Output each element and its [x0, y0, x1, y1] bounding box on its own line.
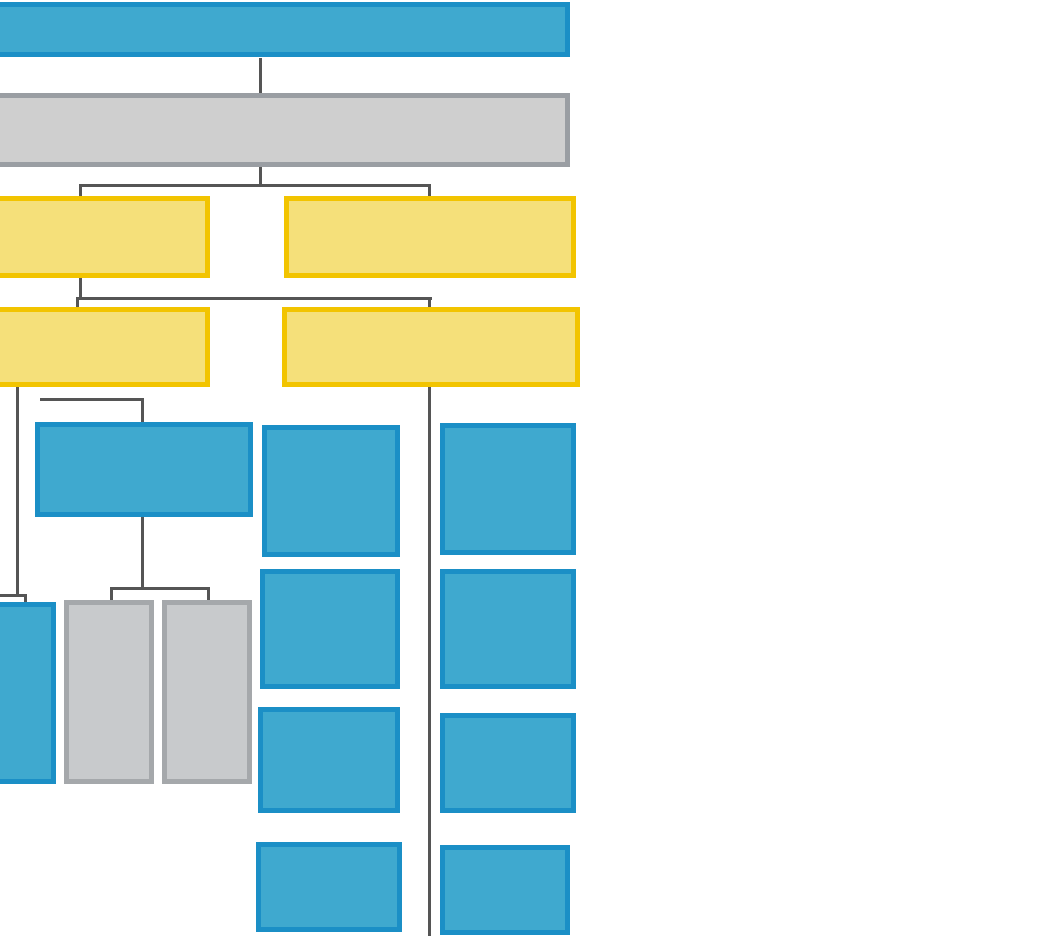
sanitary-protection-box: [440, 569, 576, 689]
connector-line: [0, 594, 26, 597]
connector-line: [40, 398, 144, 401]
financial-subbox: [262, 425, 400, 557]
infection-box: [440, 423, 576, 555]
fguz-procurement-box: [260, 569, 400, 689]
connector-line: [259, 167, 262, 185]
level-one-box: [0, 93, 570, 167]
financial-evaluation-box: [35, 422, 253, 517]
title-box: [0, 2, 570, 57]
connector-line: [428, 386, 431, 936]
department-finance-box: [162, 600, 252, 784]
bottom-left-box: [256, 842, 402, 932]
connector-line: [76, 297, 432, 300]
connector-line: [259, 58, 262, 94]
monitoring-box: [440, 845, 570, 935]
procurement-box: [258, 707, 400, 813]
operational-indicators-box: [0, 307, 210, 387]
connector-line: [16, 386, 19, 596]
fguz-box: [64, 600, 154, 784]
licensing-box: [440, 713, 576, 813]
achievement-indicators-box: [282, 307, 580, 387]
connector-line: [141, 398, 144, 423]
connector-line: [110, 587, 210, 590]
connector-line: [141, 515, 144, 589]
connector-line: [110, 587, 113, 601]
connector-line: [79, 184, 431, 187]
immediate-results-box: [0, 196, 210, 278]
connector-line: [79, 276, 82, 298]
connector-line: [207, 587, 210, 601]
department-box: [0, 602, 56, 784]
final-results-box: [284, 196, 576, 278]
